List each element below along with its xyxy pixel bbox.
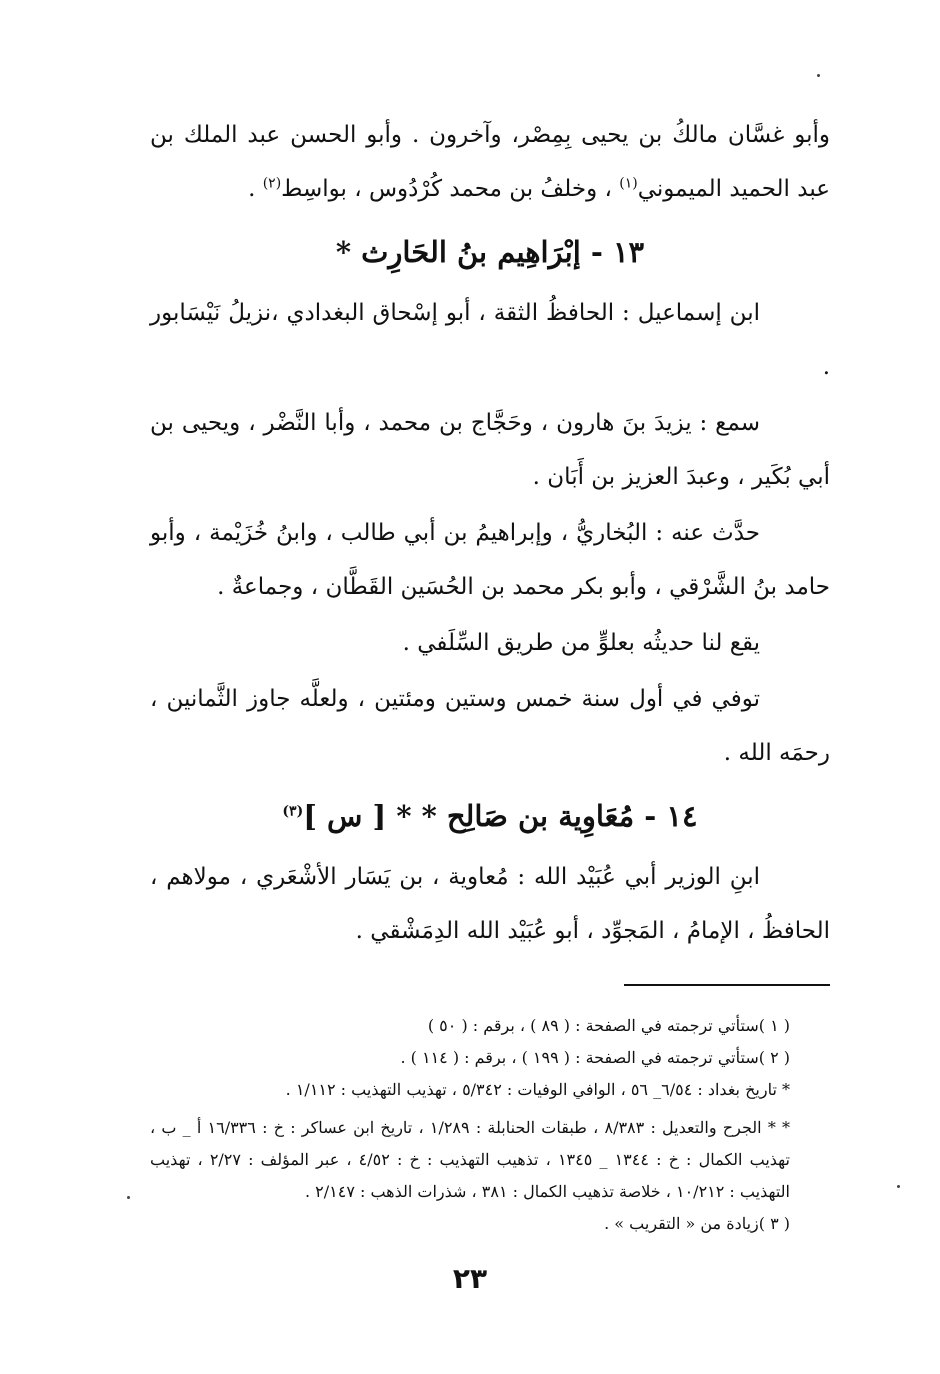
entry-13-paragraph-2: سمع : يزيدَ بنَ هارون ، وحَجَّاج بن محمد ، وأبا النَّضْر ، ويحيى بن أبي بُكَير ، وعبدَ العزيز بن أَبَان . — [150, 410, 830, 490]
footnote-ref-1[interactable]: (١) — [619, 175, 638, 192]
intro-line1: وأبو غسَّان مالكُ بن يحيى بِمِصْر، وآخرون . وأبو الحسن عبد الملك بن عبد الحميد الميموني — [150, 122, 830, 202]
scan-speck — [127, 1196, 130, 1199]
footnote-3: ( ٣ )زيادة من « التقريب » . — [604, 1214, 790, 1233]
footnote-2: ( ٢ )ستأتي ترجمته في الصفحة : ( ١٩٩ ) ، برقم : ( ١١٤ ) . — [400, 1048, 790, 1067]
footnote-1: ( ١ )ستأتي ترجمته في الصفحة : ( ٨٩ ) ، برقم : ( ٥٠ ) — [427, 1016, 790, 1035]
intro-end: . — [248, 176, 263, 202]
footnote-ref-3[interactable]: (٣) — [282, 803, 304, 820]
entry-13-heading: ١٣ - إبْرَاهِيم بنُ الحَارِث * — [335, 235, 645, 269]
footnote-star: * تاريخ بغداد : ٦/٥٤_ ٥٦ ، الوافي الوفيات : ٥/٣٤٢ ، تهذيب التهذيب : ١/١١٢ . — [285, 1080, 790, 1099]
entry-14-heading — [150, 786, 830, 846]
intro-paragraph — [150, 108, 830, 216]
entry-13-paragraph-3: حدَّث عنه : البُخاريُّ ، وإبراهيمُ بن أبي طالب ، وابنُ خُزَيْمة ، وأبو حامد بنُ الشَّرْقي ، وأبو بكر محمد بن الحُسَين القَطَّان ، وجماعةٌ . — [150, 520, 830, 600]
footnote-double-star: * * الجرح والتعديل : ٨/٣٨٣ ، طبقات الحنابلة : ١/٢٨٩ ، تاريخ ابن عساكر : خ : ١٦/٣٣٦ أ _ ب ، تهذيب الكمال : خ : ١٣٤٤ _ ١٣٤٥ ، تذهيب التهذيب : خ : ٤/٥٢ ، عبر المؤلف : ٢/٢٧ ، تهذيب التهذيب : ١٠/٢١٢ ، خلاصة تذهيب الكمال : ٣٨١ ، شذرات الذهب : ٢/١٤٧ . — [150, 1118, 791, 1201]
page-number: ٢٣ — [452, 1262, 488, 1295]
entry-13-paragraph-1: ابن إسماعيل : الحافظُ الثقة ، أبو إسْحاق البغدادي ،نزيلُ نَيْسَابور . — [150, 300, 830, 380]
page-body — [150, 108, 830, 1240]
entry-13-paragraph-5: توفي في أول سنة خمس وستين ومئتين ، ولعلَّه جاوز الثَّمانين ، رحمَه الله . — [150, 686, 830, 766]
entry-14-paragraph-1: ابنِ الوزير أبي عُبَيْد الله : مُعاوية ، بن يَسَار الأشْعَري ، مولاهم ، الحافظُ ، الإمامُ ، المَجوِّد ، أبو عُبَيْد الله الدِمَشْقي . — [150, 864, 830, 944]
entry-14-heading-text: ١٤ - مُعَاوِية بن صَالِح * * [ س ] — [303, 799, 698, 833]
entry-13-paragraph-4: يقع لنا حديثُه بعلوٍّ من طريق السِّلَفي . — [402, 630, 760, 656]
footnote-separator — [624, 984, 830, 986]
intro-line2: ، وخلفُ بن محمد كُرْدُوس ، بواسِط — [281, 176, 620, 202]
scan-speck — [817, 74, 820, 77]
footnotes — [150, 1010, 830, 1240]
scan-speck — [897, 1185, 900, 1188]
footnote-ref-2[interactable]: (٢) — [262, 175, 282, 192]
footnote-separator-wrap — [150, 970, 830, 996]
